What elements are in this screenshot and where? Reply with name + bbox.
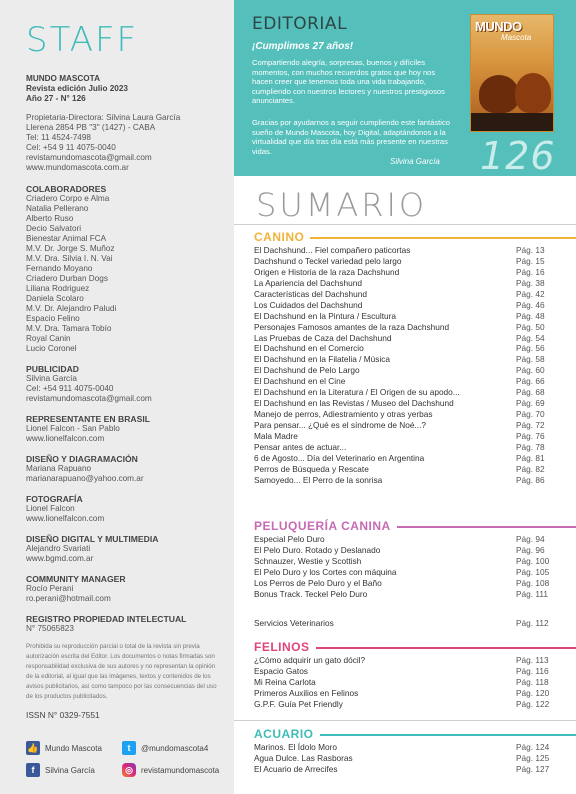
facebook-page-label: Mundo Mascota xyxy=(45,743,102,753)
toc-entry-page: Pág. 76 xyxy=(516,430,545,441)
owner-line: Propietaria-Directora: Silvina Laura García xyxy=(26,113,181,122)
section-heading-label: PELUQUERÍA CANINA xyxy=(254,519,391,533)
photography xyxy=(26,494,234,524)
toc-entry-title: El Dachshund en la Pintura / Escultura xyxy=(254,310,397,321)
sumario-title: SUMARIO xyxy=(256,186,428,224)
toc-entry-page: Pág. 13 xyxy=(516,245,545,255)
toc-entry-title: 6 de Agosto... Día del Veterinario en Argentina xyxy=(254,452,425,463)
brazil-rep xyxy=(26,414,234,444)
toc-entry-title: El Dachshund en las Revistas / Museo del Dachshund xyxy=(254,398,454,409)
toc-entry[interactable] xyxy=(254,764,576,775)
collaborator: M.V. Dr. Jorge S. Muñoz xyxy=(26,244,115,253)
toc-entry-title: Los Cuidados del Dachshund xyxy=(254,299,363,310)
toc-entry-page: Pág. 56 xyxy=(516,343,545,354)
toc-entry-page: Pág. 94 xyxy=(516,534,545,544)
cell-line: Cel: +54 9 11 4075-0040 xyxy=(26,143,116,152)
toc-entry[interactable] xyxy=(254,655,576,666)
sumario-section xyxy=(254,727,576,775)
staff-column xyxy=(0,0,234,794)
toc-entry-page: Pág. 42 xyxy=(516,288,545,299)
toc-entry[interactable] xyxy=(254,431,576,442)
sumario-section xyxy=(254,618,576,629)
sumario-divider xyxy=(234,224,576,225)
toc-entry-page: Pág. 124 xyxy=(516,742,550,752)
toc-entry[interactable] xyxy=(254,699,576,710)
section-rule xyxy=(316,647,576,649)
toc-entry-title: El Dachshund en el Comercio xyxy=(254,343,364,354)
magazine-issue: Año 27 - N° 126 xyxy=(26,94,86,103)
staff-title: STAFF xyxy=(26,20,139,60)
phone-line: Tel: 11 4524-7498 xyxy=(26,133,91,142)
section-rule xyxy=(310,237,576,239)
digital-line: Alejandro Svariati xyxy=(26,544,91,553)
toc-entry-title: Las Pruebas de Caza del Dachshund xyxy=(254,332,392,343)
toc-entry-title: Personajes Famosos amantes de la raza Dachshund xyxy=(254,321,450,332)
toc-entry-page: Pág. 58 xyxy=(516,354,545,365)
cover-logo: MUNDO xyxy=(475,19,522,34)
toc-entry[interactable] xyxy=(254,442,576,453)
toc-entry-title: El Dachshund en el Cine xyxy=(254,376,346,387)
toc-entry[interactable] xyxy=(254,567,576,578)
section-heading xyxy=(254,640,576,655)
toc-entry-title: Pensar antes de actuar... xyxy=(254,441,347,452)
photography-line: Lionel Falcon xyxy=(26,504,75,513)
dog-illustration xyxy=(515,73,551,113)
toc-entry[interactable] xyxy=(254,267,576,278)
toc-entry-title: Bonus Track. Teckel Pelo Duro xyxy=(254,588,368,599)
issue-number: 126 xyxy=(480,134,556,178)
registry-number: N° 75065823 xyxy=(26,624,74,633)
advertising xyxy=(26,364,234,404)
toc-entry-title: El Dachshund de Pelo Largo xyxy=(254,365,360,376)
toc-entry-page: Pág. 120 xyxy=(516,687,550,698)
toc-entry[interactable] xyxy=(254,677,576,688)
advertising-line: Silvina García xyxy=(26,374,77,383)
toc-entry-page: Pág. 68 xyxy=(516,387,545,398)
advertising-line: Cel: +54 911 4075-0040 xyxy=(26,384,114,393)
twitter-icon: t xyxy=(122,741,136,755)
editorial-signature: Silvina García xyxy=(390,157,440,166)
editorial-title: EDITORIAL xyxy=(252,14,348,34)
toc-entry-page: Pág. 125 xyxy=(516,752,550,763)
toc-entry-title: El Acuario de Arrecifes xyxy=(254,763,338,774)
toc-entry[interactable] xyxy=(254,398,576,409)
toc-entry[interactable] xyxy=(254,300,576,311)
digital-link[interactable]: www.bgmd.com.ar xyxy=(26,554,94,563)
toc-entry[interactable] xyxy=(254,464,576,475)
toc-entry[interactable] xyxy=(254,420,576,431)
toc-entry-title: Dachshund o Teckel variedad pelo largo xyxy=(254,255,402,266)
toc-entry-page: Pág. 38 xyxy=(516,277,545,288)
photography-link[interactable]: www.lionelfalcon.com xyxy=(26,514,105,523)
design xyxy=(26,454,234,484)
toc-entry[interactable] xyxy=(254,289,576,300)
toc-entry-title: Perros de Búsqueda y Rescate xyxy=(254,463,369,474)
registry-heading: REGISTRO PROPIEDAD INTELECTUAL xyxy=(26,614,187,624)
toc-entry-page: Pág. 100 xyxy=(516,555,550,566)
toc-entry-title: Marinos. El Ídolo Moro xyxy=(254,742,338,752)
digital-design xyxy=(26,534,234,564)
toc-entry-page: Pág. 70 xyxy=(516,409,545,420)
toc-entry-page: Pág. 78 xyxy=(516,441,545,452)
section-heading xyxy=(254,519,576,534)
toc-entry-page: Pág. 113 xyxy=(516,655,549,665)
toc-entry[interactable] xyxy=(254,322,576,333)
toc-entry[interactable] xyxy=(254,387,576,398)
address-line: Llerena 2854 PB "3" (1427) - CABA xyxy=(26,123,156,132)
sumario-section xyxy=(254,519,576,600)
section-rule xyxy=(397,526,576,528)
twitter-label: @mundomascota4 xyxy=(141,743,209,753)
editorial-panel xyxy=(234,0,576,176)
toc-entry[interactable] xyxy=(254,578,576,589)
toc-entry[interactable] xyxy=(254,278,576,289)
toc-entry-page: Pág. 60 xyxy=(516,365,545,376)
toc-entry-title: G.P.F. Guía Pet Friendly xyxy=(254,698,343,709)
brazil-line: Lionel Falcon - San Pablo xyxy=(26,424,120,433)
brazil-link[interactable]: www.lionelfalcon.com xyxy=(26,434,105,443)
toc-entry-page: Pág. 82 xyxy=(516,463,545,474)
advertising-heading: PUBLICIDAD xyxy=(26,364,79,374)
instagram-label: revistamundomascota xyxy=(141,765,220,775)
registry xyxy=(26,614,234,634)
legal-notice: Prohibida su reproducción parcial o total de la revista sin previa autorización escrita del Editor. Los documentos o notas firmadas son responsabilidad exclusiva de sus autores y no representan la opinión de la editorial, al igual que las imágenes, textos y contenidos de los avisos publicitarios, así como tampoco por las consecuencias del uso de los productos publicitados. xyxy=(26,643,217,700)
issn: ISSN N° 0329-7551 xyxy=(26,710,100,720)
magazine-edition: Revista edición Julio 2023 xyxy=(26,84,128,93)
toc-entry-page: Pág. 50 xyxy=(516,321,545,332)
magazine-info xyxy=(26,74,234,104)
section-rule xyxy=(320,734,576,736)
collaborators-heading: COLABORADORES xyxy=(26,184,107,194)
toc-entry-page: Pág. 48 xyxy=(516,310,545,321)
thumbs-up-icon: 👍 xyxy=(26,741,40,755)
toc-entry-title: El Pelo Duro. Rotado y Deslanado xyxy=(254,544,381,555)
collaborator: Criadero Durban Dogs xyxy=(26,274,108,283)
twitter-link[interactable] xyxy=(122,741,208,755)
toc-entry-page: Pág. 118 xyxy=(516,676,549,687)
toc-entry[interactable] xyxy=(254,409,576,420)
digital-heading: DISEÑO DIGITAL Y MULTIMEDIA xyxy=(26,534,159,544)
toc-entry-title: Origen e Historia de la raza Dachshund xyxy=(254,266,400,277)
collaborator: Bienestar Animal FCA xyxy=(26,234,107,243)
toc-entry-title: Servicios Veterinarios xyxy=(254,618,334,628)
toc-entry-title: ¿Cómo adquirir un gato dócil? xyxy=(254,655,366,665)
collaborators xyxy=(26,184,234,354)
cover-band xyxy=(471,113,553,131)
toc-entry-page: Pág. 122 xyxy=(516,698,550,709)
toc-entry-title: Para pensar... ¿Qué es el síndrome de Noé...? xyxy=(254,420,427,430)
toc-entry-title: El Dachshund en la Literatura / El Origen de su apodo... xyxy=(254,387,460,398)
collaborator: M.V. Dra. Silvia I. N. Vai xyxy=(26,254,113,263)
toc-entry-page: Pág. 66 xyxy=(516,376,545,387)
toc-entry-page: Pág. 108 xyxy=(516,577,550,588)
toc-entry-title: Agua Dulce. Las Rasboras xyxy=(254,752,353,763)
toc-entry[interactable] xyxy=(254,333,576,344)
toc-entry[interactable] xyxy=(254,742,576,753)
toc-entry-title: Schnauzer, Westie y Scottish xyxy=(254,555,362,566)
section-heading-label: FELINOS xyxy=(254,640,310,654)
instagram-link[interactable] xyxy=(122,763,219,777)
toc-entry-page: Pág. 72 xyxy=(516,420,545,430)
toc-entry[interactable] xyxy=(254,534,576,545)
toc-entry-title: El Pelo Duro y los Cortes con máquina xyxy=(254,566,397,577)
toc-entry-page: Pág. 69 xyxy=(516,398,545,409)
toc-entry-page: Pág. 116 xyxy=(516,665,549,676)
sumario-section xyxy=(254,640,576,710)
photography-heading: FOTOGRAFÍA xyxy=(26,494,83,504)
toc-entry-title: El Dachshund... Fiel compañero paticortas xyxy=(254,245,411,255)
facebook-person-link[interactable] xyxy=(26,763,95,777)
toc-entry[interactable] xyxy=(254,354,576,365)
collaborator: Fernando Moyano xyxy=(26,264,93,273)
collaborator: Natalia Pellerano xyxy=(26,204,89,213)
cm-line: Rocío Perani xyxy=(26,584,74,593)
collaborator: Alberto Ruso xyxy=(26,214,74,223)
editorial-paragraph: Compartiendo alegría, sorpresas, buenos y difíciles momentos, con muchos recuerdos gratos que hoy nos hacen creer que tenemos toda una vida trabajando, cumpliendo con nuestros lectores y nuestros prestigiosos anunciantes. xyxy=(252,58,445,106)
toc-entry[interactable] xyxy=(254,666,576,677)
facebook-person-label: Silvina García xyxy=(45,765,95,775)
toc-entry[interactable] xyxy=(254,245,576,256)
toc-entry[interactable] xyxy=(254,618,576,629)
brazil-heading: REPRESENTANTE EN BRASIL xyxy=(26,414,150,424)
toc-entry[interactable] xyxy=(254,256,576,267)
instagram-icon: ◎ xyxy=(122,763,136,777)
collaborator: Liliana Rodriguez xyxy=(26,284,90,293)
toc-entry-title: Características del Dachshund xyxy=(254,288,367,299)
toc-entry[interactable] xyxy=(254,545,576,556)
cm-email[interactable]: ro.perani@hotmail.com xyxy=(26,594,111,603)
collaborator: Royal Canin xyxy=(26,334,71,343)
toc-entry-title: Manejo de perros, Adiestramiento y otras yerbas xyxy=(254,409,433,420)
collaborator: Lucio Coronel xyxy=(26,344,77,353)
sumario-section xyxy=(254,230,576,486)
toc-entry-title: Espacio Gatos xyxy=(254,665,308,676)
cm-heading: COMMUNITY MANAGER xyxy=(26,574,126,584)
toc-entry[interactable] xyxy=(254,453,576,464)
toc-entry[interactable] xyxy=(254,365,576,376)
contact-info xyxy=(26,113,234,173)
toc-entry-title: Mi Reina Carlota xyxy=(254,676,316,687)
collaborator: M.V. Dra. Tamara Tobío xyxy=(26,324,112,333)
toc-entry-title: Mala Madre xyxy=(254,430,298,441)
cover-logo-sub: Mascota xyxy=(501,33,532,42)
toc-entry[interactable] xyxy=(254,753,576,764)
collaborator: Decio Salvatori xyxy=(26,224,82,233)
collaborator: Daniela Scolaro xyxy=(26,294,84,303)
editorial-paragraph: Gracias por ayudarnos a seguir cumpliendo este fantástico sueño de Mundo Mascota, hoy Digital, adaptándonos a la virtualidad que día tras día está más presente en nuestras vidas. xyxy=(252,118,450,156)
magazine-cover[interactable] xyxy=(470,14,554,132)
collaborator: Espacio Felino xyxy=(26,314,80,323)
sumario-bottom-divider xyxy=(234,720,576,721)
design-line: Mariana Rapuano xyxy=(26,464,92,473)
community-manager xyxy=(26,574,234,604)
advertising-email[interactable]: revistamundomascota@gmail.com xyxy=(26,394,152,403)
toc-entry[interactable] xyxy=(254,556,576,567)
toc-entry-title: Especial Pelo Duro xyxy=(254,534,325,544)
section-heading-label: CANINO xyxy=(254,230,305,244)
facebook-page-link[interactable] xyxy=(26,741,102,755)
toc-entry-page: Pág. 16 xyxy=(516,266,545,277)
dog-illustration xyxy=(479,75,519,113)
toc-entry-title: El Dachshund en la Filatelia / Música xyxy=(254,354,391,365)
toc-entry-page: Pág. 46 xyxy=(516,299,545,310)
toc-entry-title: Samoyedo... El Perro de la sonrisa xyxy=(254,474,383,485)
toc-entry[interactable] xyxy=(254,688,576,699)
section-heading xyxy=(254,230,576,245)
collaborator: Criadero Corpo e Alma xyxy=(26,194,110,203)
magazine-name: MUNDO MASCOTA xyxy=(26,74,100,83)
section-heading xyxy=(254,727,576,742)
editorial-subtitle: ¡Cumplimos 27 años! xyxy=(252,41,354,52)
toc-entry[interactable] xyxy=(254,589,576,600)
toc-entry-page: Pág. 112 xyxy=(516,618,549,628)
website-link[interactable]: www.mundomascota.com.ar xyxy=(26,163,129,172)
toc-entry-page: Pág. 54 xyxy=(516,332,545,343)
toc-entry[interactable] xyxy=(254,475,576,486)
design-email[interactable]: marianarapuano@yahoo.com.ar xyxy=(26,474,144,483)
section-heading-label: ACUARIO xyxy=(254,727,314,741)
collaborator: M.V. Dr. Alejandro Paludi xyxy=(26,304,117,313)
toc-entry-title: Primeros Auxilios en Felinos xyxy=(254,687,359,698)
toc-entry-page: Pág. 86 xyxy=(516,474,545,485)
email-link[interactable]: revistamundomascota@gmail.com xyxy=(26,153,152,162)
toc-entry-page: Pág. 127 xyxy=(516,763,550,774)
toc-entry-page: Pág. 96 xyxy=(516,544,545,555)
toc-entry[interactable] xyxy=(254,311,576,322)
facebook-icon: f xyxy=(26,763,40,777)
design-heading: DISEÑO Y DIAGRAMACIÓN xyxy=(26,454,138,464)
toc-entry-title: Los Perros de Pelo Duro y el Baño xyxy=(254,577,382,588)
toc-entry-title: La Apariencia del Dachshund xyxy=(254,277,362,288)
toc-entry-page: Pág. 81 xyxy=(516,452,545,463)
toc-entry-page: Pág. 105 xyxy=(516,566,550,577)
toc-entry[interactable] xyxy=(254,376,576,387)
toc-entry-page: Pág. 15 xyxy=(516,255,545,266)
toc-entry-page: Pág. 111 xyxy=(516,588,548,599)
toc-entry[interactable] xyxy=(254,343,576,354)
